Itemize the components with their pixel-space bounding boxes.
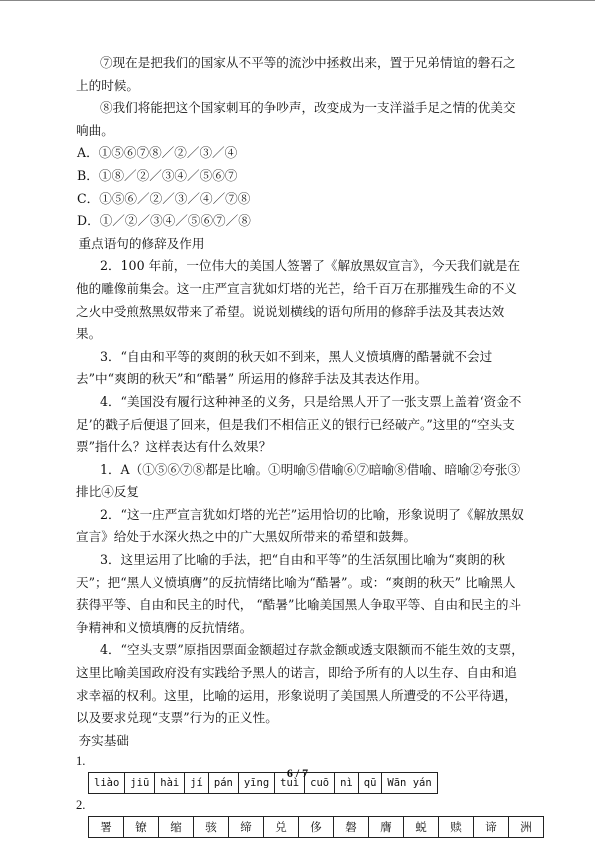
hanzi-cell: 磐 (334, 817, 369, 838)
hanzi-cell: 蜕 (404, 817, 439, 838)
item-number-2: 2. (76, 798, 86, 813)
option-c: C．①⑤⑥／②／③／④／⑦⑧ (77, 190, 251, 206)
hanzi-cell: 缔 (229, 817, 264, 838)
pinyin-cell: pán (208, 773, 238, 794)
question-2: 2．100 年前，一位伟大的美国人签署了《解放黑奴宣言》，今天我们就是在他的雕像前集会。这一庄严宣言犹如灯塔的光芒，给千百万在那摧残生命的不义之火中受煎熬黑奴带来了希望。说说划横线的语句所用的修辞手法及其表达效果。 (76, 258, 521, 342)
answer-1: 1．A（①⑤⑥⑦⑧都是比喻。①明喻⑤借喻⑥⑦暗喻⑧借喻、暗喻②夸张③排比④反复 (76, 461, 521, 500)
hanzi-cell: 膺 (369, 817, 404, 838)
answer-3: 3．这里运用了比喻的手法，把“自由和平等”的生活氛围比喻为“爽朗的秋天”；把“黑人义愤填膺”的反抗情绪比喻为“酷暑”。或：“爽朗的秋天” 比喻黑人获得平等、自由和民主的时代， “酷暑”比喻美国黑人争取平等、自由和民主的斗争精神和义愤填膺的反抗情绪。 (76, 552, 522, 635)
pinyin-cell: liào (89, 773, 125, 794)
option-b: B．①⑧／②／③④／⑤⑥⑦ (77, 167, 238, 183)
hanzi-cell: 署 (89, 817, 124, 838)
pinyin-cell: jiū (125, 773, 155, 794)
item-number-1: 1. (76, 754, 86, 769)
hanzi-cell: 骇 (194, 817, 229, 838)
section-heading-rhetoric: 重点语句的修辞及作用 (78, 235, 205, 251)
hanzi-cell: 赎 (439, 817, 474, 838)
hanzi-cell: 侈 (299, 817, 334, 838)
section-heading-basics: 夯实基础 (78, 732, 129, 748)
hanzi-cell: 谛 (474, 817, 509, 838)
pinyin-cell: Wān yán (382, 773, 437, 794)
pinyin-cell: nì (335, 773, 359, 794)
hanzi-table (88, 816, 544, 838)
document-body (76, 52, 532, 840)
option-a: A．①⑤⑥⑦⑧／②／③／④ (77, 145, 238, 161)
answer-4: 4．“空头支票”原指因票面金额超过存款金额或透支限额而不能生效的支票，这里比喻美国政府没有实践给予黑人的诺言，即给予所有的人以生存、自由和追求幸福的权利。这里，比喻的运用，形象说明了美国黑人所遭受的不公平待遇，以及要求兑现“支票”行为的正义性。 (76, 642, 524, 726)
table-row (89, 817, 544, 838)
pinyin-cell: tuì (275, 773, 305, 794)
pinyin-cell: yīng (238, 773, 274, 794)
pinyin-cell: qū (358, 773, 382, 794)
pinyin-cell: cuō (305, 773, 335, 794)
hanzi-cell: 洲 (509, 817, 544, 838)
page-number: 6 / 7 (286, 766, 309, 780)
header-rule (0, 0, 595, 1)
question-3: 3．“自由和平等的爽朗的秋天如不到来，黑人义愤填膺的酷暑就不会过去”中“爽朗的秋天”和“酷暑” 所运用的修辞手法及其表达作用。 (76, 348, 493, 387)
sentence-8: ⑧我们将能把这个国家刺耳的争吵声，改变成为一支洋溢手足之情的优美交响曲。 (76, 100, 516, 138)
hanzi-cell: 兑 (264, 817, 299, 838)
pinyin-cell: jí (185, 773, 209, 794)
sentence-7: ⑦现在是把我们的国家从不平等的流沙中拯救出来，置于兄弟情谊的磐石之上的时候。 (76, 55, 516, 93)
option-d: D．①／②／③④／⑤⑥⑦／⑧ (77, 213, 251, 229)
hanzi-cell: 缩 (159, 817, 194, 838)
hanzi-cell: 镣 (124, 817, 159, 838)
pinyin-cell: hài (155, 773, 185, 794)
answer-2: 2．“这一庄严宣言犹如灯塔的光芒”运用恰切的比喻，形象说明了《解放黑奴宣言》给处于水深火热之中的广大黑奴所带来的希望和鼓舞。 (76, 506, 524, 545)
question-4: 4．“美国没有履行这种神圣的义务，只是给黑人开了一张支票上盖着‘资金不足’的戳子后便退了回来，但是我们不相信正义的银行已经破产。”这里的“空头支票”指什么？这样表达有什么效果？ (76, 393, 522, 455)
